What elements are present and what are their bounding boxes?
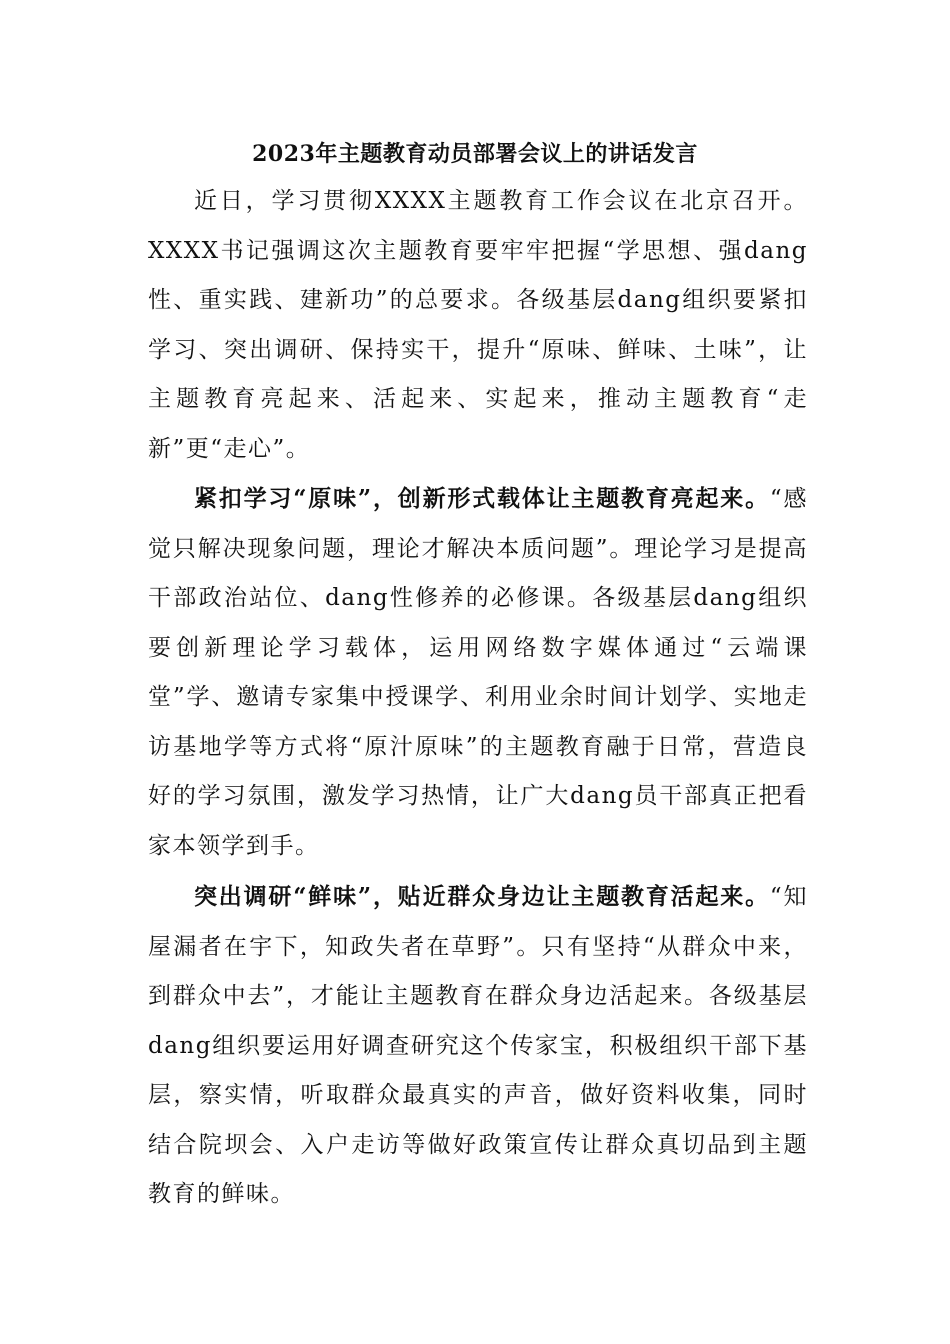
paragraph-research [148,872,808,1220]
paragraph-intro [148,176,808,474]
document-title: 2023年主题教育动员部署会议上的讲话发言 [252,141,698,167]
paragraph-text: 近日，学习贯彻XXXX主题教育工作会议在北京召开。XXXX书记强调这次主题教育要牢牢把握“学思想、强dang性、重实践、建新功”的总要求。各级基层dang组织要紧扣学习、突出调研、保持实干，提升“原味、鲜味、土味”，让主题教育亮起来、活起来、实起来，推动主题教育“走新”更“走心”。 [148,188,808,462]
paragraph-heading-research: 突出调研“鲜味”，贴近群众身边让主题教育活起来。 [194,883,770,910]
paragraph-text: “感觉只解决现象问题，理论才解决本质问题”。理论学习是提高干部政治站位、dang性修养的必修课。各级基层dang组织要创新理论学习载体，运用网络数字媒体通过“云端课堂”学、邀请专家集中授课学、利用业余时间计划学、实地走访基地学等方式将“原汁原味”的主题教育融于日常，营造良好的学习氛围，激发学习热情，让广大dang员干部真正把看家本领学到手。 [148,486,808,859]
paragraph-text: “知屋漏者在宇下，知政失者在草野”。只有坚持“从群众中来，到群众中去”，才能让主题教育在群众身边活起来。各级基层dang组织要运用好调查研究这个传家宝，积极组织干部下基层，察实情，听取群众最真实的声音，做好资料收集，同时结合院坝会、入户走访等做好政策宣传让群众真切品到主题教育的鲜味。 [148,884,808,1207]
paragraph-heading-study: 紧扣学习“原味”，创新形式载体让主题教育亮起来。 [194,485,770,512]
paragraph-study [148,474,808,871]
